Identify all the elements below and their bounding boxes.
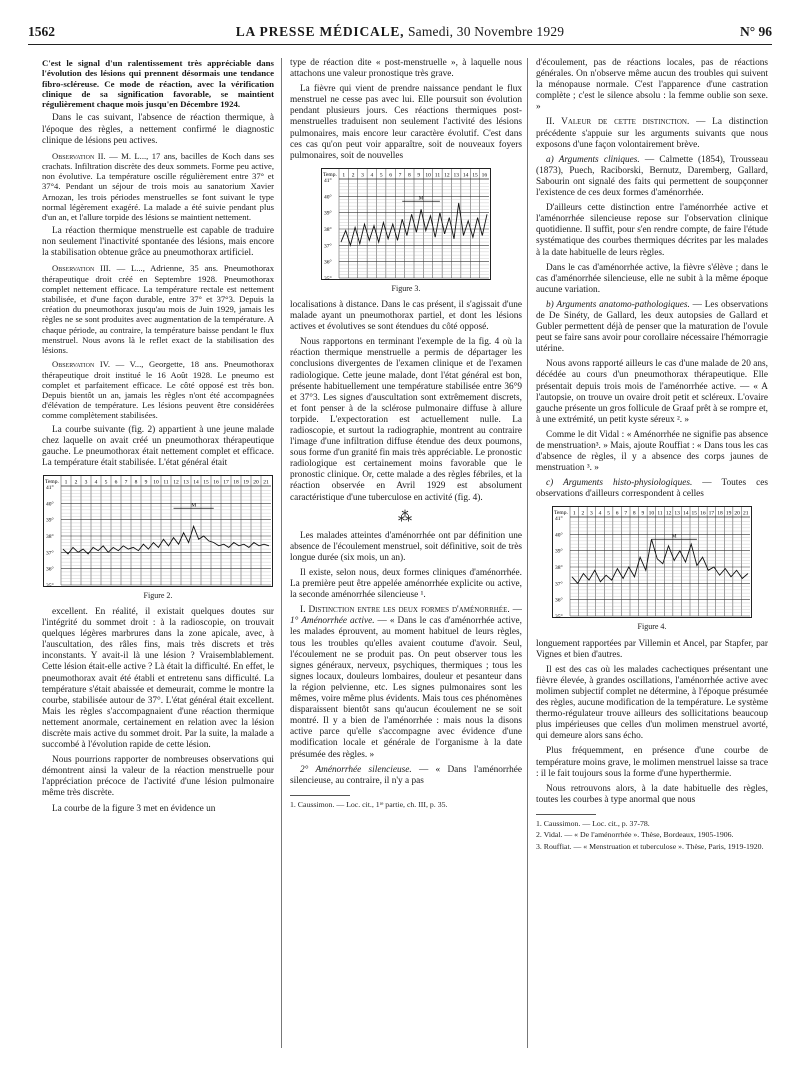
day-tick-label: 3 [361, 172, 364, 179]
column-1 [42, 58, 274, 1062]
paragraph: Nous retrouvons alors, à la date habituelle des règles, toutes les courbes à type anormal que nous [536, 783, 768, 805]
section-2-value [536, 117, 768, 150]
figure-caption: Figure 3. [391, 283, 421, 293]
day-tick-label: 19 [243, 479, 249, 486]
temp-tick-label: 36° [46, 566, 54, 573]
day-tick-label: 10 [153, 479, 159, 486]
day-tick-label: 16 [481, 172, 488, 179]
column-rule [281, 58, 282, 1048]
temp-axis-label: Temp. [323, 171, 337, 178]
temp-tick-label: 37° [555, 581, 563, 588]
temp-tick-label: 38° [324, 226, 332, 233]
paragraph: Nous rapportons en terminant l'exemple de la fig. 4 où la réaction thermique menstruelle a permis de départager les conclusions divergentes de l'examen clinique et de l'examen radiologique. Cette jeune malade, dont l'état général est bon, présente habituellement une température stabilisée entre 36°9 et 37°3. Les signes d'auscultation sont extrêmement discrets, et font penser à de la sclérose pulmonaire diffuse à allure torpide. L'expectoration est actuellement nulle. La radioscopie, et surtout la radiographie, montrent au contraire l'image d'une infiltration diffuse étendue des deux poumons, sous forme d'un granité fin mais très appréciable. Le pronostic radiologique est certainement moins favorable que le pronostic clinique. Or, cette malade a des règles fébriles, et la réaction observée en Avril 1929 est absolument caractéristique d'une tuberculose en activité (fig. 4). [290, 337, 522, 503]
day-tick-label: 16 [213, 479, 219, 486]
argument-a [536, 155, 768, 199]
day-tick-label: 16 [700, 510, 706, 517]
subheading: 2° Aménorrhée silencieuse. [300, 764, 412, 775]
observation-label: Observation II. [52, 150, 106, 161]
day-tick-label: 2 [74, 479, 78, 486]
temp-tick-label: 40° [555, 532, 563, 539]
day-tick-label: 1 [572, 510, 576, 517]
paragraph: Dans le cas suivant, l'absence de réaction thermique, à l'époque des règles, a nettement confirmé le diagnostic clinique de lésions peu actives. [42, 113, 274, 146]
column-3 [536, 58, 768, 1062]
chart-frame [44, 475, 273, 586]
day-tick-label: 2 [351, 172, 355, 179]
day-tick-label: 1 [64, 479, 68, 486]
day-tick-label: 4 [94, 479, 98, 486]
day-tick-label: 7 [124, 479, 128, 486]
paragraph: longuement rapportées par Villemin et Ancel, par Stapfer, par Vignes et bien d'autres. [536, 638, 768, 660]
paragraph: C'est le signal d'un ralentissement très appréciable dans l'évolution des lésions qui prennent désormais une tendance fibro-scléreuse. Ce mode de réaction, avec la vérification clinique de sa signification favorable, se maintient régulièrement chaque mois jusqu'en Décembre 1924. [42, 58, 274, 110]
temp-axis-label: Temp. [554, 510, 568, 517]
paragraph: localisations à distance. Dans le cas présent, il s'agissait d'une malade ayant un pneumothorax partiel, et dont les lésions actives et évolutives se sont étendues du côté opposé. [290, 299, 522, 333]
observation-label: Observation III. [52, 263, 111, 274]
temp-tick-label: 41° [324, 177, 332, 184]
day-tick-label: 18 [717, 510, 723, 517]
page-header [28, 22, 772, 45]
paragraph: excellent. En réalité, il existait quelques doutes sur l'intégrité du sommet droit : à la radioscopie, on trouvait quelques légères marbrures dans la zone apicale, avec, à l'auscultation, des râles fins, mais très discrets et très inconstants. Y avait-il là une lésion ? Vraisemblablement. Cette lésion était-elle active ? Là était la difficulté. En effet, le pneumothorax avait été établi et entretenu sans difficulté. La température s'était abaissée et demeurait, comme le montre la courbe, stabilisée autour de 37°. L'état général était excellent. Mais les règles s'accompagnaient d'une réaction thermique nettement anormale, certainement en relation avec la lésion discrète mais active du sommet droit. Par la suite, la malade a succombé à l'évolution rapide de cette lésion. [42, 606, 274, 751]
day-tick-label: 1 [342, 172, 346, 179]
footnote: 1. Caussimon. — Loc. cit., 1ʳᵉ partie, ch. III, p. 35. [290, 799, 448, 809]
journal-name: LA PRESSE MÉDICALE, [235, 24, 405, 39]
menstrual-period-label: M [671, 534, 677, 541]
day-tick-label: 5 [379, 172, 383, 179]
footnote-rule [290, 795, 350, 796]
day-tick-label: 12 [444, 172, 450, 179]
temperature-chart-figure-2 [43, 475, 273, 587]
figure-3 [290, 168, 522, 294]
temp-tick-label: 40° [46, 501, 54, 508]
section-text: — « Dans l'aménorrhée silencieuse, au contraire, il n'y a pas [290, 764, 522, 786]
day-tick-label: 15 [472, 172, 478, 179]
day-tick-label: 11 [434, 172, 441, 179]
day-tick-label: 14 [193, 479, 199, 486]
day-tick-label: 20 [253, 479, 259, 486]
argument-text: — Calmette (1854), Trousseau (1873), Puech, Raciborski, Bernutz, Daremberg, Gallard, Sabourin ont signalé des faits qui permettent de soupçonner l'existence de ces deux formes d'aménorrhée. [536, 154, 768, 199]
temp-tick-label: 35° [46, 582, 54, 587]
temp-tick-label: 35° [324, 275, 332, 280]
day-tick-label: 12 [173, 479, 179, 486]
paragraph: La fièvre qui vient de prendre naissance pendant le flux menstruel ne cesse pas avec lui. Elle poursuit son évolution pendant plusieurs jours. Ces réactions thermiques post-menstruelles traduisent non seulement l'activité des lésions pulmonaires, mais encore leur caractère évolutif. C'est dans ces cas qu'on peut voir apparaître, soit de nouveaux foyers pulmonaires, soit de nouvelles [290, 84, 522, 161]
journal-title [28, 24, 772, 40]
paragraph: Il existe, selon nous, deux formes cliniques d'aménorrhée. La première peut être appelée aménorrhée explicite ou active, la seconde aménorrhée silencieuse ¹. [290, 568, 522, 601]
day-tick-label: 14 [462, 172, 469, 179]
paragraph: La réaction thermique menstruelle est capable de traduire non seulement l'inactivité spontanée des lésions, mais encore la stabilisation obtenue grâce au pneumothorax artificiel. [42, 226, 274, 259]
footnote-rule [536, 814, 596, 815]
footnote: 2. Vidal. — « De l'aménorrhée ». Thèse, Bordeaux, 1905-1906. [536, 830, 734, 840]
paragraph: type de réaction dite « post-menstruelle », à laquelle nous attachons une valeur pronostique très grave. [290, 58, 522, 80]
observation-3 [42, 263, 274, 355]
day-tick-label: 2 [581, 510, 585, 517]
day-tick-label: 3 [84, 479, 88, 486]
temp-tick-label: 40° [324, 194, 332, 201]
temp-tick-label: 36° [324, 259, 332, 266]
temperature-chart-figure-3 [321, 168, 491, 280]
day-tick-label: 7 [398, 172, 402, 179]
subheading: 1° Aménorrhée active. [290, 616, 375, 627]
day-tick-label: 9 [417, 172, 421, 179]
paragraph: Nous pourrions rapporter de nombreuses observations qui démontrent ainsi la valeur de la réaction menstruelle pour l'appréciation précoce de l'activité d'une lésion pulmonaire même très discrète. [42, 755, 274, 799]
issue-date: Samedi, 30 Novembre 1929 [404, 24, 565, 39]
day-tick-label: 12 [665, 510, 672, 517]
day-tick-label: 14 [682, 510, 689, 517]
section-heading: II. Valeur de cette distinction. [546, 117, 690, 128]
temp-tick-label: 39° [555, 549, 563, 556]
chart-frame [322, 168, 491, 279]
temp-tick-label: 38° [46, 533, 54, 540]
figure-2 [42, 475, 274, 601]
temp-tick-label: 36° [555, 598, 563, 605]
temp-tick-label: 37° [46, 550, 54, 557]
day-tick-label: 8 [134, 479, 138, 486]
day-tick-label: 6 [615, 510, 619, 517]
day-tick-label: 13 [183, 479, 189, 486]
argument-text: — Toutes ces observations d'ailleurs correspondent à celles [536, 478, 768, 500]
day-tick-label: 9 [641, 510, 645, 517]
day-tick-label: 11 [657, 510, 663, 517]
temp-tick-label: 41° [555, 516, 563, 523]
day-tick-label: 9 [144, 479, 148, 486]
paragraph: Plus fréquemment, en présence d'une courbe de température moins grave, le molimen menstruel laisse sa trace : il le fait toujours sous la forme d'une hyperthermie. [536, 746, 768, 779]
section-1: I. Distinction entre les deux formes d'aménorrhée. — 1° Aménorrhée active. — « Dans le cas d'aménorrhée active, les malades éprouvent, au moment habituel de leurs règles, tous les troubles qu'elles avaient coutume d'avoir. Seul, l'écoulement ne se produit pas. On peut observer tous les signes généraux, nerveux, psychiques, thermiques ; tous les signes locaux, douleurs lombaires, douleur et pesanteur dans la région pelvienne, etc. Les signes pulmonaires sont les mêmes, voire même plus évidents. Mais tous ces phénomènes disparaissent bientôt sans qu'aucun écoulement ne se soit montré. Il y a bien de l'aménorrhée : mais nous la disons active parce qu'elle s'accompagne avec évidence d'une modification locale et générale de l'organisme à la date présumée des règles. » [290, 605, 522, 760]
observation-4 [42, 359, 274, 420]
section-heading: I. Distinction entre les deux formes d'aménorrhée. [300, 605, 510, 616]
figure-caption: Figure 4. [637, 622, 667, 632]
temp-tick-label: 38° [555, 565, 563, 572]
figure-caption: Figure 2. [143, 590, 173, 600]
temp-tick-label: 41° [46, 484, 54, 491]
column-2 [290, 58, 522, 1062]
paragraph: Dans le cas d'aménorrhée active, la fièvre s'élève ; dans le cas d'aménorrhée silencieuse, elle ne subit à la même époque aucune variation. [536, 262, 768, 295]
footnote: 1. Caussimon. — Loc. cit., p. 37-78. [536, 818, 650, 828]
argument-text: — Les observations de De Sinéty, de Gallard, les deux autopsies de Gallard et Gubler permettent déjà de penser que la maturation de l'ovule peut se faire sans avoir pour corollaire nécessaire l'hémorragie utérine. [536, 299, 768, 355]
day-tick-label: 5 [607, 510, 610, 517]
figure-4 [536, 506, 768, 632]
paragraph: d'écoulement, pas de réactions locales, pas de réactions générales. On n'observe même aucun des troubles qui suivent la ménopause normale. C'est l'apparence d'une castration complète ; c'est le silence absolu : la femme oublie son sexe. » [536, 58, 768, 113]
section-2 [290, 765, 522, 787]
day-tick-label: 4 [370, 172, 374, 179]
temp-axis-label: Temp. [45, 478, 59, 485]
day-tick-label: 4 [598, 510, 602, 517]
observation-2 [42, 151, 274, 222]
paragraph: Comme le dit Vidal : « Aménorrhée ne signifie pas absence de menstruation³. » Mais, ajoute Rouffiat : « Dans tous les cas d'absence de règles, il y a absence des corps jaunes de menstruation ³. » [536, 429, 768, 474]
paragraph: La courbe suivante (fig. 2) appartient à une jeune malade chez laquelle on avait créé un pneumothorax thérapeutique gauche. Le pneumothorax était nettement complet et efficace. La température était stabilisée. L'état général était [42, 424, 274, 468]
section-stars: ⁂ [398, 509, 414, 525]
subheading: c) Arguments histo-physiologiques. [546, 478, 693, 489]
temp-tick-label: 39° [46, 517, 54, 524]
day-tick-label: 15 [691, 510, 698, 517]
paragraph: Il est des cas où les malades cachectiques présentant une fièvre élevée, à grandes oscillations, l'aménorrhée active avec molimen subjectif complet ne détermine, à l'époque présumée des règles, aucune modification de la température. Le système thermo-régulateur trouve ailleurs des sollicitations beaucoup plus impérieuses que celles d'un molimen menstruel avorté, qui demeure alors sans écho. [536, 664, 768, 742]
subheading: a) Arguments cliniques. [546, 154, 640, 165]
observation-text: — L..., Adrienne, 35 ans. Pneumothorax thérapeutique droit créé en Septembre 1928. Pneumothorax complet nettement efficace. La température rectale est nettement stabilisée, et d'une façon durable, entre 37° et 37°3. Depuis la création du pneumothorax jusqu'au mois de Juin 1929, jamais les règles ne se sont produites avec augmentation de la température. A chaque période, au contraire, la température baisse pendant le flux menstruel. Nous avons là le reflet exact de la stabilisation des lésions. [42, 263, 274, 356]
menstrual-period-label: M [418, 195, 424, 202]
day-tick-label: 18 [233, 479, 239, 486]
menstrual-period-label: M [191, 502, 197, 509]
day-tick-label: 20 [734, 510, 740, 517]
section-text: — La distinction précédente s'appuie sur les arguments suivants que nous exposons d'une façon volontairement brève. [536, 117, 768, 150]
issue-number: N° 96 [739, 24, 772, 39]
day-tick-label: 8 [632, 510, 636, 517]
day-tick-label: 19 [725, 510, 732, 517]
paragraph: D'ailleurs cette distinction entre l'aménorrhée active et l'aménorrhée silencieuse repose sur l'observation clinique quotidienne. Il suffit, pour s'en rendre compte, de faire l'étude systématique des courbes thermiques décrites par les malades à la date habituelle de leurs règles. [536, 203, 768, 258]
day-tick-label: 11 [163, 479, 169, 486]
footnote: 3. Rouffiat. — « Menstruation et tuberculose ». Thèse, Paris, 1919-1920. [536, 841, 764, 851]
temp-tick-label: 35° [555, 614, 563, 619]
temperature-chart-figure-4 [552, 506, 752, 618]
column-rule [527, 58, 528, 1048]
subheading: b) Arguments anatomo-pathologiques. [546, 299, 690, 310]
paragraph: Les malades atteintes d'aménorrhée ont par définition une absence de l'écoulement menstruel, soit définitive, soit de très longue durée (six mois, un an). [290, 530, 522, 563]
chart-frame [553, 507, 752, 618]
observation-text: — V..., Georgette, 18 ans. Pneumothorax thérapeutique droit institué le 16 Août 1928. Le pneumo est complet et parfaitement efficace. Le côté opposé est très bon. Depuis bientôt un an, jamais les règles n'ont été accompagnées d'élévation de température. Les lésions peuvent être considérées comme complètement stabilisées. [42, 359, 274, 421]
day-tick-label: 5 [104, 479, 108, 486]
temp-tick-label: 39° [324, 210, 332, 217]
day-tick-label: 8 [407, 172, 411, 179]
paragraph: Nous avons rapporté ailleurs le cas d'une malade de 20 ans, décédée au cours d'un pneumothorax thérapeutique. Elle présentait depuis trois mois de l'aménorrhée active. — « A l'autopsie, on trouve un ovaire droit petit et scléreux. L'ovaire gauche présente un gros follicule de Graaf prêt à se rompre et, à une extrémité, un petit kyste séreux ². » [536, 359, 768, 425]
day-tick-label: 17 [223, 479, 229, 486]
temp-tick-label: 37° [324, 243, 332, 250]
day-tick-label: 21 [263, 479, 269, 486]
day-tick-label: 21 [742, 510, 749, 517]
day-tick-label: 17 [708, 510, 715, 517]
day-tick-label: 10 [648, 510, 655, 517]
observation-label: Observation IV. [52, 359, 111, 370]
section-text: — « Dans le cas d'aménorrhée active, les malades éprouvent, au moment habituel de leurs règles, tous les troubles qu'elles avaient coutume d'avoir. Seul, l'écoulement ne se produit pas. On peut observer tous les signes généraux, nerveux, psychiques, thermiques ; tous les signes locaux, douleurs lombaires, douleur et pesanteur dans la région pelvienne, etc. Les signes pulmonaires sont les mêmes, voire même plus évidents. Mais tous ces phénomènes disparaissent bientôt sans qu'aucun écoulement ne se soit montré. Il y a bien de l'aménorrhée : mais nous la disons active parce qu'elle s'accompagne avec évidence d'une modification locale et générale de l'organisme à la date présumée des règles. » [290, 616, 522, 760]
argument-b [536, 300, 768, 355]
day-tick-label: 7 [624, 510, 628, 517]
argument-c [536, 478, 768, 500]
day-tick-label: 13 [674, 510, 680, 517]
day-tick-label: 6 [114, 479, 118, 486]
day-tick-label: 3 [590, 510, 593, 517]
day-tick-label: 6 [389, 172, 392, 179]
day-tick-label: 15 [203, 479, 209, 486]
observation-text: — M. L..., 17 ans, bacilles de Koch dans ses crachats. Infiltration discrète des deux sommets. Forme peu active, non évolutive. La température oscille régulièrement entre 37° et 37°4. Pendant un séjour de trois mois au sanatorium Xavier Arnozan, les trois périodes menstruelles se font suivant le type normal légèrement exagéré. La malade a été suivie pendant plus d'un an, et l'allure torpide des lésions se maintient nettement. [42, 150, 274, 222]
day-tick-label: 10 [425, 172, 431, 179]
day-tick-label: 13 [453, 172, 459, 179]
page-number: 1562 [28, 24, 55, 39]
paragraph: La courbe de la figure 3 met en évidence un [52, 803, 216, 814]
